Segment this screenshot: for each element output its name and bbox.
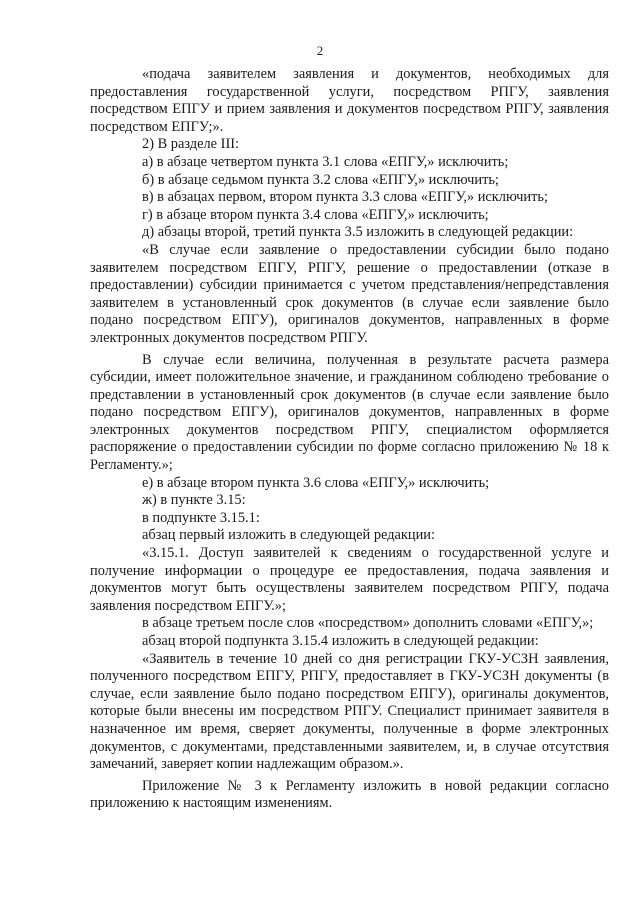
page-number: 2 [316,43,324,58]
paragraph: г) в абзаце втором пункта 3.4 слова «ЕПГУ,» исключить; [142,206,489,223]
paragraph: д) абзацы второй, третий пункта 3.5 изложить в следующей редакции: [142,224,574,241]
paragraph: б) в абзаце седьмом пункта 3.2 слова «ЕПГУ,» исключить; [142,171,499,188]
paragraph: а) в абзаце четвертом пункта 3.1 слова «ЕПГУ,» исключить; [142,153,509,170]
paragraph: е) в абзаце втором пункта 3.6 слова «ЕПГУ,» исключить; [142,474,490,491]
document-body [90,66,609,813]
paragraph: ж) в пункте 3.15: [142,492,246,509]
paragraph: в) в абзацах первом, втором пункта 3.3 слова «ЕПГУ,» исключить; [142,189,548,206]
paragraph: абзац первый изложить в следующей редакции: [142,527,436,544]
paragraph: «Заявитель в течение 10 дней со дня регистрации ГКУ-УСЗН заявления, полученного посредством ЕПГУ, РПГУ, предоставляет в ГКУ-УСЗН документы (в случае, если заявление было подано посредством ЕПГУ), оригиналы документов, которые были внесены им посредством РПГУ. Специалист принимает заявителя в назначенное им время, сверяет документы, полученные в форме электронных документов, с документами, представленными заявителем, и, в случае отсутствия замечаний, заверяет копии надлежащим образом.». [90,650,609,773]
paragraph: в абзаце третьем после слов «посредством» дополнить словами «ЕПГУ,»; [142,615,594,632]
paragraph: абзац второй подпункта 3.15.4 изложить в следующей редакции: [142,633,539,649]
paragraph: «В случае если заявление о предоставлении субсидии было подано заявителем посредством ЕПГУ, РПГУ, решение о предоставлении (отказе в предоставлении) субсидии принимается с учетом представления/непредставления заявителем в установленный срок документов (в случае если заявление было подано посредством ЕПГУ), оригиналов документов, направленных в форме электронных документов посредством РПГУ. [90,241,609,346]
paragraph: 2) В разделе III: [142,136,240,153]
paragraph: «подача заявителем заявления и документов, необходимых для предоставления государственной услуги, посредством РПГУ, заявления посредством ЕПГУ и прием заявления и документов посредством РПГУ, заявления посредством ЕПГУ;». [90,66,609,135]
paragraph: Приложение № 3 к Регламенту изложить в новой редакции согласно приложению к настоящим изменениям. [90,777,609,812]
paragraph: В случае если величина, полученная в результате расчета размера субсидии, имеет положительное значение, и гражданином соблюдено требование о представлении в установленный срок документов (в случае если заявление было подано посредством ЕПГУ), оригиналов документов, направленных в форме электронных документов посредством РПГУ, специалистом оформляется распоряжение о предоставлении субсидии по форме согласно приложению № 18 к Регламенту.»; [90,351,609,474]
paragraph: «3.15.1. Доступ заявителей к сведениям о государственной услуге и получение информации о процедуре ее предоставления, подача заявления и документов могут быть осуществлены заявителем посредством РПГУ, подача заявления посредством ЕПГУ.»; [90,545,609,614]
paragraph: в подпункте 3.15.1: [142,509,260,526]
